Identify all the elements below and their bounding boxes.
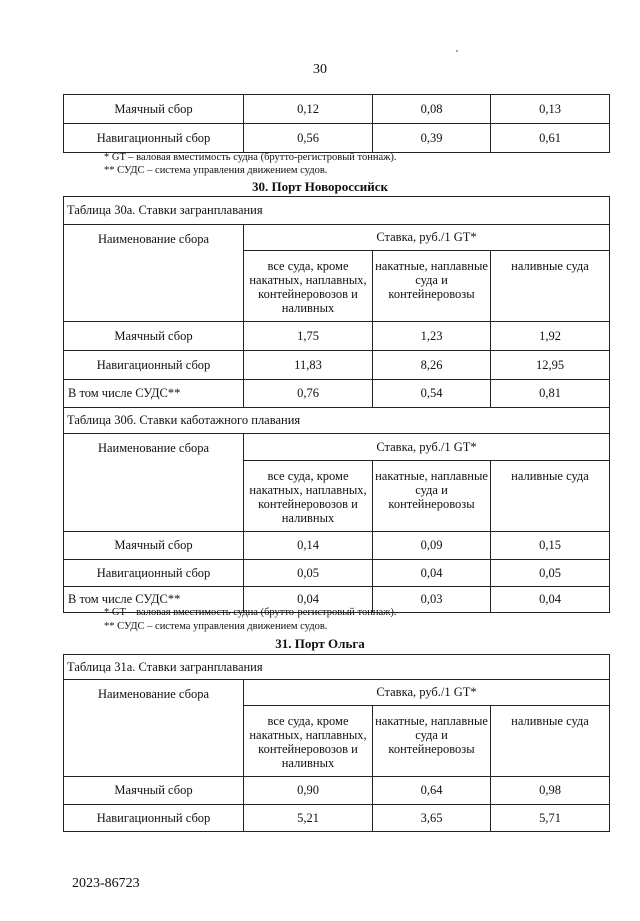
cell-value: 0,61 xyxy=(491,124,610,153)
table-caption: Таблица 30б. Ставки каботажного плавания xyxy=(64,408,610,434)
name-column-header: Наименование сбора xyxy=(64,680,244,777)
cell-value: 0,04 xyxy=(373,560,491,587)
row-label: В том числе СУДС** xyxy=(64,587,244,613)
cell-value: 0,56 xyxy=(244,124,373,153)
rate-column-header: Ставка, руб./1 GT* xyxy=(244,434,610,461)
table-row xyxy=(64,124,610,153)
name-column-header: Наименование сбора xyxy=(64,225,244,322)
top-rates-table xyxy=(63,94,610,153)
page-number: 30 xyxy=(313,62,327,77)
table-caption: Таблица 31а. Ставки загранплавания xyxy=(64,655,610,680)
cell-value: 3,65 xyxy=(373,805,491,832)
cell-value: 1,92 xyxy=(491,322,610,351)
cell-value: 12,95 xyxy=(491,351,610,380)
row-label: Навигационный сбор xyxy=(64,351,244,380)
cell-value: 0,09 xyxy=(373,532,491,560)
table-row xyxy=(64,532,610,560)
cell-value: 0,54 xyxy=(373,380,491,408)
table-caption-row xyxy=(64,197,610,225)
cell-value: 5,71 xyxy=(491,805,610,832)
section-title-port30: 30. Порт Новороссийск xyxy=(251,179,389,194)
cell-value: 0,14 xyxy=(244,532,373,560)
column-header-all-vessels: все суда, кроме накатных, наплавных, контейнеровозов и наливных xyxy=(244,461,373,532)
footnote-gt: * GT – валовая вместимость судна (брутто-регистровый тоннаж). xyxy=(104,607,397,618)
cell-value: 5,21 xyxy=(244,805,373,832)
cell-value: 0,98 xyxy=(491,777,610,805)
row-label: Маячный сбор xyxy=(64,532,244,560)
table-30a xyxy=(63,196,610,613)
column-header-roro-container: накатные, наплавные суда и контейнеровозы xyxy=(373,461,491,532)
cell-value: 0,03 xyxy=(373,587,491,613)
cell-value: 0,76 xyxy=(244,380,373,408)
table-header-row xyxy=(64,225,610,251)
table-row xyxy=(64,322,610,351)
cell-value: 0,39 xyxy=(373,124,491,153)
table-caption-row xyxy=(64,655,610,680)
row-label: Маячный сбор xyxy=(64,777,244,805)
row-label: Маячный сбор xyxy=(64,95,244,124)
row-label: Навигационный сбор xyxy=(64,124,244,153)
section-title-port31: 31. Порт Ольга xyxy=(275,636,365,651)
cell-value: 0,04 xyxy=(491,587,610,613)
cell-value: 0,90 xyxy=(244,777,373,805)
rate-column-header: Ставка, руб./1 GT* xyxy=(244,225,610,251)
column-header-tankers: наливные суда xyxy=(491,706,610,777)
table-header-row xyxy=(64,434,610,461)
table-row xyxy=(64,380,610,408)
cell-value: 1,75 xyxy=(244,322,373,351)
column-header-roro-container: накатные, наплавные суда и контейнеровозы xyxy=(373,251,491,322)
column-header-roro-container: накатные, наплавные суда и контейнеровозы xyxy=(373,706,491,777)
table-caption-row xyxy=(64,408,610,434)
row-label: Навигационный сбор xyxy=(64,805,244,832)
table-31a xyxy=(63,654,610,832)
cell-value: 0,04 xyxy=(244,587,373,613)
table-row xyxy=(64,805,610,832)
row-label: Маячный сбор xyxy=(64,322,244,351)
footnote-suds: ** СУДС – система управления движением судов. xyxy=(104,621,328,632)
table-row xyxy=(64,777,610,805)
cell-value: 0,13 xyxy=(491,95,610,124)
table-caption: Таблица 30а. Ставки загранплавания xyxy=(64,197,610,225)
cell-value: 8,26 xyxy=(373,351,491,380)
column-header-tankers: наливные суда xyxy=(491,461,610,532)
column-header-all-vessels: все суда, кроме накатных, наплавных, контейнеровозов и наливных xyxy=(244,706,373,777)
table-row xyxy=(64,560,610,587)
row-label: В том числе СУДС** xyxy=(64,380,244,408)
rate-column-header: Ставка, руб./1 GT* xyxy=(244,680,610,706)
table-row xyxy=(64,95,610,124)
document-code: 2023-86723 xyxy=(72,876,140,891)
row-label: Навигационный сбор xyxy=(64,560,244,587)
cell-value: 0,15 xyxy=(491,532,610,560)
column-header-tankers: наливные суда xyxy=(491,251,610,322)
table-row xyxy=(64,351,610,380)
table-header-row xyxy=(64,680,610,706)
cell-value: 0,08 xyxy=(373,95,491,124)
cell-value: 0,05 xyxy=(244,560,373,587)
footnote-gt: * GT – валовая вместимость судна (брутто-регистровый тоннаж). xyxy=(104,152,397,163)
name-column-header: Наименование сбора xyxy=(64,434,244,532)
scan-speck xyxy=(456,50,458,52)
cell-value: 0,05 xyxy=(491,560,610,587)
cell-value: 0,81 xyxy=(491,380,610,408)
footnote-suds: ** СУДС – система управления движением судов. xyxy=(104,165,328,176)
cell-value: 0,64 xyxy=(373,777,491,805)
cell-value: 1,23 xyxy=(373,322,491,351)
cell-value: 0,12 xyxy=(244,95,373,124)
column-header-all-vessels: все суда, кроме накатных, наплавных, контейнеровозов и наливных xyxy=(244,251,373,322)
cell-value: 11,83 xyxy=(244,351,373,380)
